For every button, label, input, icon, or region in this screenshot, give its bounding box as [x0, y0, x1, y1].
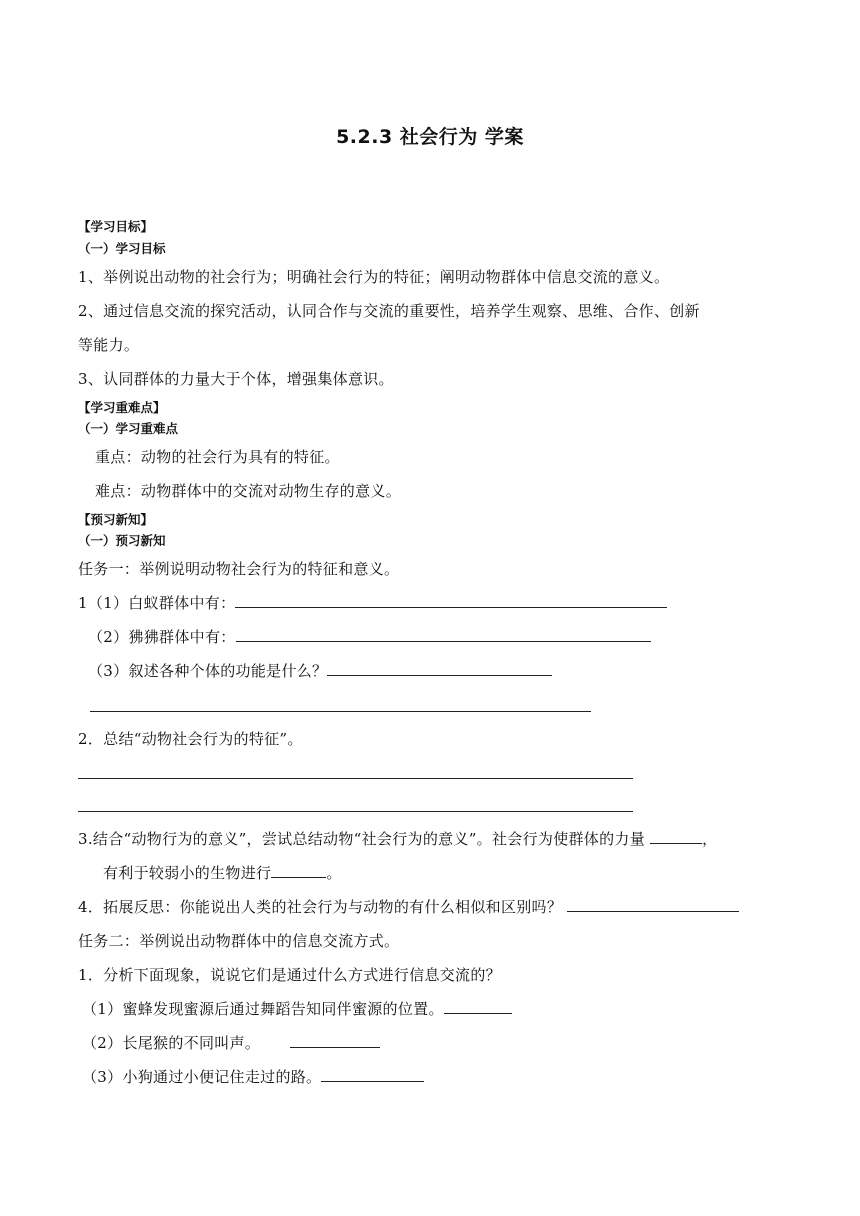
task2-heading: 任务二：举例说出动物群体中的信息交流方式。 — [78, 932, 400, 950]
question-label: 4．拓展反思：你能说出人类的社会行为与动物的有什么相似和区别吗？ — [78, 898, 563, 916]
key-points-header: 【学习重难点】 — [78, 400, 166, 415]
question-label: （3）叙述各种个体的功能是什么？ — [88, 662, 328, 680]
objective-2-line2: 等能力。 — [78, 336, 140, 354]
page-title: 5.2.3 社会行为 学案 — [336, 126, 524, 148]
task1-q1-baboons — [88, 626, 651, 647]
task2-q1: 1．分析下面现象，说说它们是通过什么方式进行信息交流的？ — [78, 966, 501, 984]
task1-q1-termites — [78, 592, 667, 613]
objective-3: 3、认同群体的力量大于个体，增强集体意识。 — [78, 370, 394, 388]
answer-blank[interactable] — [290, 1033, 380, 1048]
answer-blank[interactable] — [235, 593, 667, 608]
answer-line[interactable] — [78, 811, 633, 812]
question-label: （1）蜜蜂发现蜜源后通过舞蹈告知同伴蜜源的位置。 — [82, 1000, 444, 1018]
answer-blank[interactable] — [271, 863, 326, 878]
answer-line[interactable] — [90, 711, 591, 712]
question-label: （3）小狗通过小便记住走过的路。 — [82, 1068, 322, 1086]
answer-blank[interactable] — [567, 897, 739, 912]
question-label: 1（1）白蚁群体中有： — [78, 594, 236, 612]
task1-q2: 2．总结“动物社会行为的特征”。 — [78, 730, 303, 748]
objective-2-line1: 2、通过信息交流的探究活动，认同合作与交流的重要性，培养学生观察、思维、合作、创新 — [78, 302, 700, 320]
task1-q4 — [78, 896, 739, 917]
objectives-subheader: （一）学习目标 — [78, 241, 166, 256]
task1-q1-functions — [88, 660, 552, 681]
punctuation: 。 — [326, 864, 342, 882]
key-point-difficulty: 难点：动物群体中的交流对动物生存的意义。 — [95, 482, 402, 500]
question-label: 3.结合“动物行为的意义”，尝试总结动物“社会行为的意义”。社会行为使群体的力量 — [78, 830, 645, 848]
question-label: 有利于较弱小的生物进行 — [103, 864, 272, 882]
answer-blank[interactable] — [321, 1067, 424, 1082]
task1-q3-line1 — [78, 828, 717, 849]
answer-line[interactable] — [78, 778, 633, 779]
question-label: （2）狒狒群体中有： — [88, 628, 236, 646]
task1-heading: 任务一：举例说明动物社会行为的特征和意义。 — [78, 560, 400, 578]
answer-blank[interactable] — [444, 999, 512, 1014]
question-label: （2）长尾猴的不同叫声。 — [82, 1034, 261, 1052]
answer-blank[interactable] — [236, 627, 651, 642]
answer-blank[interactable] — [327, 661, 552, 676]
task2-dogs — [82, 1066, 424, 1087]
key-point-focus: 重点：动物的社会行为具有的特征。 — [95, 448, 340, 466]
key-points-subheader: （一）学习重难点 — [78, 421, 179, 436]
objective-1: 1、举例说出动物的社会行为；明确社会行为的特征；阐明动物群体中信息交流的意义。 — [78, 268, 670, 286]
answer-blank[interactable] — [650, 829, 702, 844]
task1-q3-line2 — [103, 862, 342, 883]
objectives-header: 【学习目标】 — [78, 219, 154, 234]
task2-bees — [82, 998, 512, 1019]
preview-subheader: （一）预习新知 — [78, 533, 166, 548]
task2-monkeys — [82, 1032, 380, 1053]
punctuation: ， — [702, 830, 718, 848]
preview-header: 【预习新知】 — [78, 512, 154, 527]
